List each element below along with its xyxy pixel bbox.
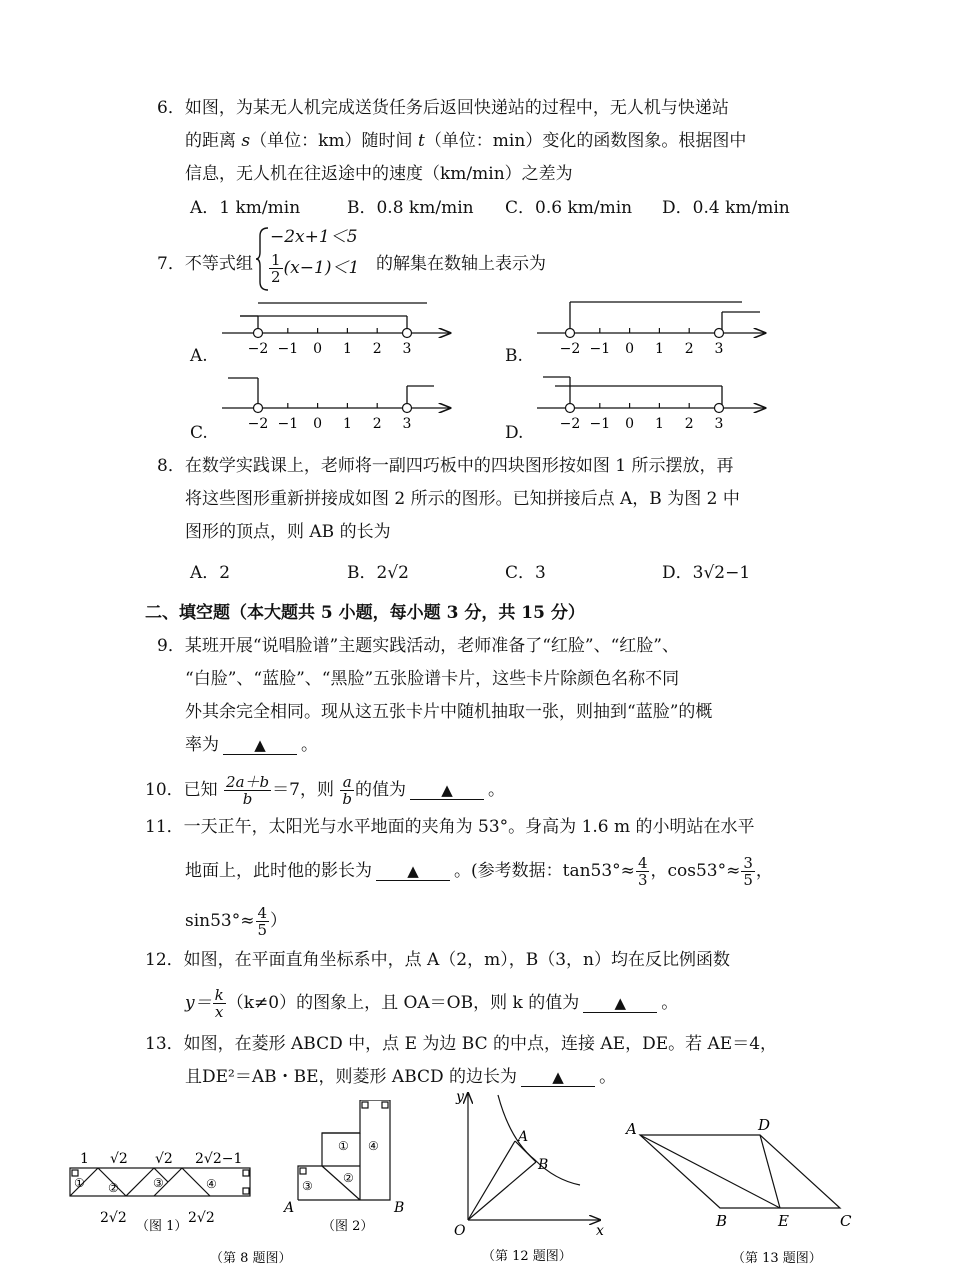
tick-label: 0 bbox=[625, 416, 635, 432]
q11-line1: 11．一天正午，太阳光与水平地面的夹角为 53°。身高为 1.6 m 的小明站在水平 bbox=[145, 817, 755, 837]
fig8-fig2-piece-2: ② bbox=[343, 1171, 354, 1185]
q12-k: k bbox=[214, 986, 224, 1004]
q12-line2-a: y＝ bbox=[185, 993, 212, 1013]
q11-cos-frac bbox=[741, 855, 755, 888]
q8-line1: 8．在数学实践课上，老师将一副四巧板中的四块图形按如图 1 所示摆放，再 bbox=[157, 456, 734, 476]
q13-end: 。 bbox=[599, 1067, 617, 1087]
tick-label: −2 bbox=[247, 341, 269, 357]
q7-ineq2-frac bbox=[269, 252, 283, 285]
q11-answer-blank[interactable]: ▲ bbox=[376, 862, 450, 881]
q11-line2-a: 地面上，此时他的影长为 bbox=[185, 861, 372, 881]
q6-line1: 6．如图，为某无人机完成送货任务后返回快递站的过程中，无人机与快递站 bbox=[157, 98, 729, 118]
q12-line1: 12．如图，在平面直角坐标系中，点 A（2，m），B（3，n）均在反比例函数 bbox=[145, 950, 731, 970]
fig8-top-label-1: 1 bbox=[80, 1151, 89, 1167]
q11-sin-num: 4 bbox=[257, 904, 268, 922]
q12-end: 。 bbox=[661, 993, 679, 1013]
fig12-caption: （第 12 题图） bbox=[482, 1249, 572, 1264]
fig8-point-a: A bbox=[284, 1200, 295, 1216]
q6-var-s: s bbox=[241, 131, 251, 151]
q11-line3-b: ） bbox=[270, 911, 288, 931]
q8-option-a: A．2 bbox=[190, 563, 231, 583]
tick-label: 2 bbox=[684, 341, 694, 357]
q7-option-a: A. bbox=[190, 346, 208, 366]
tick-label: 3 bbox=[714, 341, 724, 357]
q11-sin-den: 5 bbox=[257, 921, 268, 939]
tick-label: −1 bbox=[589, 416, 611, 432]
q9-line4 bbox=[185, 734, 318, 756]
q9-end: 。 bbox=[301, 735, 318, 755]
open-circle bbox=[715, 404, 724, 413]
q9-answer-blank[interactable]: ▲ bbox=[223, 736, 297, 755]
tick-label: 1 bbox=[654, 341, 664, 357]
q13-answer-blank[interactable]: ▲ bbox=[521, 1068, 595, 1087]
q9-line1: 9．某班开展“说唱脸谱”主题实践活动，老师准备了“红脸”、“红脸”、 bbox=[157, 636, 679, 656]
q7-ineq2-num: 1 bbox=[271, 251, 281, 269]
q7-prefix: 7．不等式组 bbox=[157, 254, 253, 274]
tick-label: 3 bbox=[402, 416, 412, 432]
q12-line2 bbox=[185, 987, 678, 1020]
tick-label: 0 bbox=[313, 416, 323, 432]
q6-option-d: D．0.4 km/min bbox=[662, 198, 790, 218]
q12-line2-b: （k≠0）的图象上，且 OA＝OB，则 k 的值为 bbox=[226, 993, 580, 1013]
fig8-fig2-piece-4: ④ bbox=[368, 1139, 379, 1153]
open-circle bbox=[715, 329, 724, 338]
q6-line3: 信息，无人机在往返途中的速度（km/min）之差为 bbox=[185, 164, 573, 184]
tick-label: −2 bbox=[247, 416, 269, 432]
q7-ineq1: −2x+1＜5 bbox=[270, 227, 358, 247]
q8-option-b: B．2√2 bbox=[347, 563, 409, 583]
fig8-fig2-piece-3: ③ bbox=[302, 1179, 313, 1193]
q11-line3-a: sin53°≈ bbox=[185, 911, 255, 931]
q10-frac2-num: a bbox=[340, 774, 354, 791]
tick-label: −1 bbox=[277, 416, 299, 432]
q9-line3: 外其余完全相同。现从这五张卡片中随机抽取一张，则抽到“蓝脸”的概 bbox=[185, 702, 713, 722]
q10-end: 。 bbox=[487, 780, 505, 800]
tick-label: 1 bbox=[342, 416, 352, 432]
q10-answer-blank[interactable]: ▲ bbox=[410, 781, 484, 800]
q6-option-b: B．0.8 km/min bbox=[347, 198, 474, 218]
fig13-diagram bbox=[620, 1110, 860, 1275]
q7-option-b: B. bbox=[505, 346, 523, 366]
q12-answer-blank[interactable]: ▲ bbox=[583, 994, 657, 1013]
q6-line2-a: 的距离 bbox=[185, 131, 236, 151]
q7-option-d: D. bbox=[505, 423, 524, 443]
fig8-piece-4: ④ bbox=[206, 1177, 217, 1191]
fig8-piece-3: ③ bbox=[153, 1176, 164, 1190]
fig13-point-c: C bbox=[840, 1212, 852, 1230]
q8-line2: 将这些图形重新拼接成如图 2 所示的图形。已知拼接后点 A，B 为图 2 中 bbox=[185, 489, 740, 509]
open-circle bbox=[566, 329, 575, 338]
fig8-fig1-caption: （图 1） bbox=[136, 1219, 188, 1234]
q10-suffix: 的值为 bbox=[354, 780, 406, 800]
fig13-point-a: A bbox=[626, 1120, 637, 1138]
tick-label: −2 bbox=[559, 341, 581, 357]
q7-ineq2 bbox=[268, 252, 359, 285]
tick-label: 3 bbox=[402, 341, 412, 357]
q11-line2 bbox=[185, 855, 773, 888]
fig12-point-a: A bbox=[518, 1129, 529, 1145]
q11-line2-d: ， bbox=[755, 861, 773, 881]
q11-tan-num: 4 bbox=[637, 854, 648, 872]
open-circle bbox=[566, 404, 575, 413]
q10-mid: ＝7，则 bbox=[272, 780, 334, 800]
tick-label: 3 bbox=[714, 416, 724, 432]
q11-line2-b: 。(参考数据：tan53°≈ bbox=[454, 861, 635, 881]
number-line-ticks bbox=[248, 328, 724, 432]
tick-label: −2 bbox=[559, 416, 581, 432]
q10-frac1-num: 2a＋b bbox=[226, 773, 270, 791]
open-circle bbox=[254, 404, 263, 413]
q10-prefix: 10．已知 bbox=[145, 780, 218, 800]
fig13-point-e: E bbox=[778, 1212, 789, 1230]
tick-label: −1 bbox=[277, 341, 299, 357]
fig13-point-d: D bbox=[758, 1116, 771, 1134]
q11-line2-c: ，cos53°≈ bbox=[650, 861, 741, 881]
q6-option-c: C．0.6 km/min bbox=[505, 198, 633, 218]
open-circle bbox=[403, 329, 412, 338]
tick-label: 1 bbox=[342, 341, 352, 357]
fig8-top-label-4: 2√2−1 bbox=[195, 1151, 243, 1167]
q11-line3 bbox=[185, 905, 287, 938]
q12-k-frac bbox=[213, 987, 226, 1020]
q12-x: x bbox=[214, 1003, 224, 1021]
q11-cos-den: 5 bbox=[743, 871, 753, 889]
fig12-o-label: O bbox=[454, 1223, 466, 1239]
q10-frac1-den: b bbox=[242, 790, 253, 808]
q11-tan-den: 3 bbox=[637, 871, 648, 889]
q6-option-a: A．1 km/min bbox=[190, 198, 301, 218]
tick-label: 2 bbox=[684, 416, 694, 432]
section2-heading: 二、填空题（本大题共 5 小题，每小题 3 分，共 15 分） bbox=[145, 603, 585, 623]
fig8-top-label-2: √2 bbox=[110, 1151, 128, 1167]
q7-option-c: C. bbox=[190, 423, 208, 443]
q13-line1: 13．如图，在菱形 ABCD 中，点 E 为边 BC 的中点，连接 AE，DE。若 AE＝4， bbox=[145, 1034, 778, 1054]
fig8-fig2-caption: （图 2） bbox=[322, 1219, 374, 1234]
q9-line4-text: 率为 bbox=[185, 735, 219, 755]
fig8-bottom-label-1: 2√2 bbox=[100, 1210, 127, 1226]
tick-label: −1 bbox=[589, 341, 611, 357]
q7-ineq2-rest: (x−1)＜1 bbox=[283, 258, 360, 278]
fig8-piece-2: ② bbox=[108, 1181, 119, 1195]
q10-frac1 bbox=[224, 774, 271, 807]
fig8-bottom-label-2: 2√2 bbox=[188, 1210, 215, 1226]
q8-option-c: C．3 bbox=[505, 563, 546, 583]
q6-line2 bbox=[185, 130, 746, 152]
q6-var-t: t bbox=[417, 131, 425, 151]
q8-option-d: D．3√2−1 bbox=[662, 563, 751, 583]
fig8-top-label-3: √2 bbox=[155, 1151, 173, 1167]
q7-number-lines bbox=[0, 290, 957, 450]
q6-line2-b: （单位：km）随时间 bbox=[250, 131, 413, 151]
q10-frac2 bbox=[340, 774, 354, 807]
fig8-point-b: B bbox=[394, 1200, 405, 1216]
fig12-point-b: B bbox=[538, 1157, 549, 1173]
q9-line2: “白脸”、“蓝脸”、“黑脸”五张脸谱卡片，这些卡片除颜色名称不同 bbox=[185, 669, 680, 689]
tick-label: 2 bbox=[372, 341, 382, 357]
q6-line2-c: （单位：min）变化的函数图象。根据图中 bbox=[424, 131, 747, 151]
q7-suffix: 的解集在数轴上表示为 bbox=[376, 254, 546, 274]
fig12-diagram bbox=[440, 1085, 620, 1275]
open-circle bbox=[254, 329, 263, 338]
fig12-y-label: y bbox=[456, 1089, 464, 1105]
q7-ineq2-den: 2 bbox=[271, 268, 281, 286]
q13-line2-text: 且DE²＝AB・BE，则菱形 ABCD 的边长为 bbox=[185, 1067, 518, 1087]
tick-label: 0 bbox=[313, 341, 323, 357]
fig12-x-label: x bbox=[596, 1223, 604, 1239]
fig13-point-b: B bbox=[716, 1212, 728, 1230]
fig8-piece-1: ① bbox=[74, 1176, 85, 1190]
q11-tan-frac bbox=[636, 855, 650, 888]
q10-line bbox=[145, 774, 505, 807]
q10-frac2-den: b bbox=[342, 790, 352, 808]
q11-cos-num: 3 bbox=[743, 854, 753, 872]
fig8-diagram bbox=[60, 1100, 420, 1280]
fig8-caption: （第 8 题图） bbox=[210, 1251, 292, 1266]
tick-label: 2 bbox=[372, 416, 382, 432]
open-circle bbox=[403, 404, 412, 413]
tick-label: 1 bbox=[654, 416, 664, 432]
q8-line3: 图形的顶点，则 AB 的长为 bbox=[185, 522, 391, 542]
fig8-fig2-piece-1: ① bbox=[338, 1139, 349, 1153]
fig13-caption: （第 13 题图） bbox=[732, 1251, 822, 1266]
tick-label: 0 bbox=[625, 341, 635, 357]
q11-sin-frac bbox=[256, 905, 270, 938]
